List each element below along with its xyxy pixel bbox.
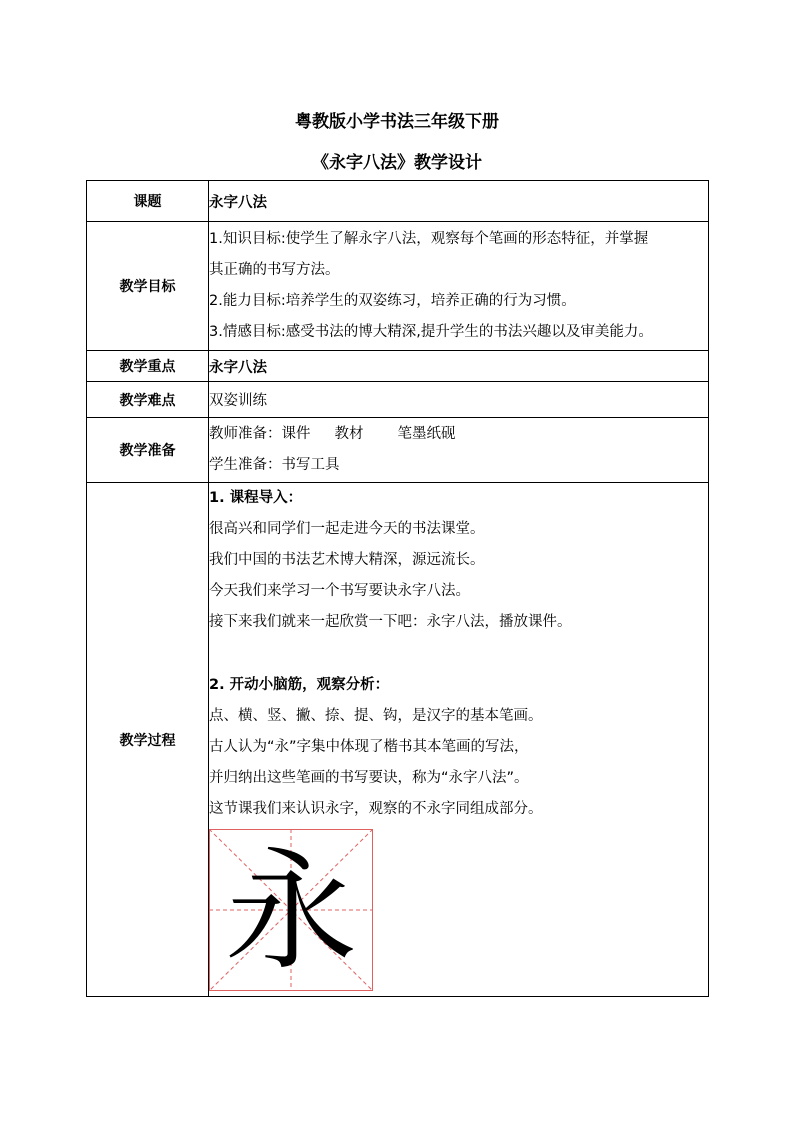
- objective-line: 1.知识目标:使学生了解永字八法，观察每个笔画的形态特征，并掌握: [209, 231, 649, 247]
- row-topic: [87, 181, 709, 222]
- objective-line: 2.能力目标:培养学生的双姿练习，培养正确的行为习惯。: [209, 293, 576, 309]
- difficulty-label: 教学难点: [87, 382, 209, 418]
- process-line: 并归纳出这些笔画的书写要诀，称为“永字八法”。: [209, 770, 529, 786]
- teacher-item: 笔墨纸砚: [397, 426, 456, 442]
- rice-grid-svg: [209, 829, 373, 991]
- lesson-plan-table: [86, 180, 709, 997]
- topic-label: 课题: [87, 181, 209, 222]
- process-line: 很高兴和同学们一起走进今天的书法课堂。: [209, 521, 485, 537]
- rice-grid-character: [209, 829, 373, 991]
- objective-line: 其正确的书写方法。: [209, 262, 340, 278]
- process-label: 教学过程: [87, 483, 209, 997]
- objective-line: 3.情感目标:感受书法的博大精深,提升学生的书法兴趣以及审美能力。: [209, 324, 653, 340]
- row-objectives: [87, 222, 709, 351]
- document-subtitle: 《永字八法》教学设计: [312, 153, 482, 173]
- topic-value: 永字八法: [209, 181, 709, 222]
- row-difficulty: [87, 382, 709, 418]
- row-preparation: [87, 418, 709, 483]
- teacher-item: 教材: [334, 426, 364, 442]
- row-key-point: [87, 351, 709, 382]
- objectives-content: [209, 222, 709, 351]
- key-point-label: 教学重点: [87, 351, 209, 382]
- key-point-value: 永字八法: [209, 351, 709, 382]
- section-title: 2. 开动小脑筋，观察分析：: [209, 677, 390, 693]
- sample-character: 永: [225, 835, 357, 989]
- teacher-preparation: [209, 419, 708, 450]
- document-title: 粤教版小学书法三年级下册: [295, 112, 499, 132]
- process-line: 这节课我们来认识永字，观察的不永字同组成部分。: [209, 801, 543, 817]
- difficulty-value: 双姿训练: [209, 382, 709, 418]
- objectives-label: 教学目标: [87, 222, 209, 351]
- process-line: 今天我们来学习一个书写要诀永字八法。: [209, 583, 470, 599]
- preparation-content: [209, 418, 709, 483]
- student-preparation: 学生准备：书写工具: [209, 457, 340, 473]
- process-line: 接下来我们就来一起欣赏一下吧：永字八法，播放课件。: [209, 614, 572, 630]
- process-line: 点、横、竖、撇、捺、提、钩，是汉字的基本笔画。: [209, 708, 543, 724]
- section-title: 1. 课程导入：: [209, 490, 303, 506]
- preparation-label: 教学准备: [87, 418, 209, 483]
- process-line: 古人认为“永”字集中体现了楷书其本笔画的写法，: [209, 739, 529, 755]
- process-content: [209, 483, 709, 997]
- teacher-item: 课件: [281, 426, 311, 442]
- teacher-prefix: 教师准备：: [209, 426, 282, 442]
- row-process: [87, 483, 709, 997]
- process-line: 我们中国的书法艺术博大精深，源远流长。: [209, 552, 485, 568]
